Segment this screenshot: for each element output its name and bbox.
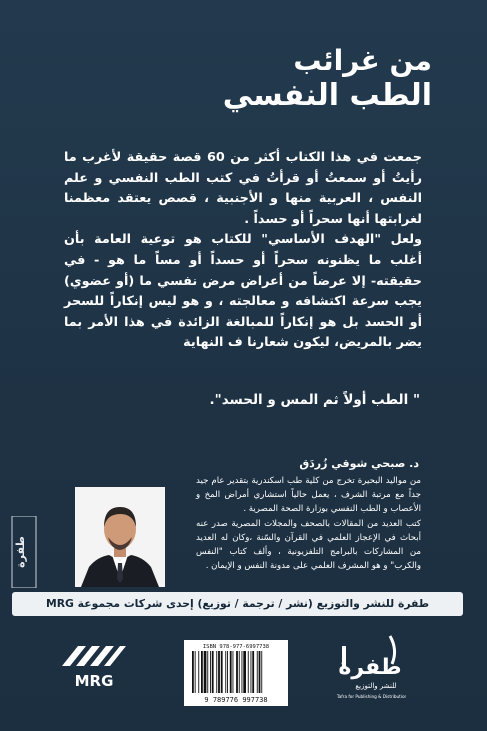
tafra-logo-subtitle: للنشر والتوزيع xyxy=(355,682,397,690)
barcode-bar xyxy=(252,651,254,693)
isbn-label: ISBN 978-977-6997738 xyxy=(202,644,270,650)
spine-logo-icon xyxy=(10,516,38,588)
book-blurb xyxy=(64,148,422,354)
author-bio xyxy=(196,474,421,573)
barcode-icon xyxy=(184,640,288,706)
bio-paragraph: كتب العديد من المقالات بالصحف والمجلات المصرية صدر عنه أبحاث في الإعجاز العلمي في القرآن والسّنة ،وكان له العديد من المشاركات بالبرامج التلفزيونية ، وألف كتاب "النفس والكرب" و هو المشرف العلمي على مدونة النفس و الإيمان . xyxy=(196,518,421,572)
barcode-bar xyxy=(212,651,214,693)
isbn-barcode xyxy=(184,640,288,706)
barcode-bar xyxy=(248,651,249,693)
tafra-logo-text: طفرة xyxy=(338,655,402,680)
blurb-paragraph: جمعت في هذا الكتاب أكثر من 60 قصة حقيقة لأغرب ما رأيتُ أو سمعتُ أو قرأتُ في كتب الطب النفسي و علم النفس ، العربية منها و الأجنبية ، قصص يعتقد معظمنا لغرابتها أنها سحراً أو حسداً . xyxy=(64,150,422,227)
tafra-logo-icon xyxy=(332,628,406,704)
barcode-bar xyxy=(230,651,232,693)
barcode-bar xyxy=(227,651,228,693)
barcode-bar xyxy=(233,651,234,693)
barcode-bar xyxy=(251,651,252,693)
spine-label: طفرة xyxy=(14,536,27,568)
barcode-bar xyxy=(221,651,223,693)
author-portrait-icon xyxy=(75,487,165,587)
barcode-bar xyxy=(225,651,226,693)
barcode-bar xyxy=(195,651,196,693)
barcode-bar xyxy=(259,651,261,693)
bio-paragraph: من مواليد البحيرة تخرج من كلية طب اسكندرية بتقدير عام جيد جداً مع مرتبة الشرف ، يعمل حالياً استشاري أمراض المخ و الأعصاب و الطب النفسي بوزارة الصحة المصرية . xyxy=(196,476,421,515)
title-line-1: من غرائب xyxy=(293,44,432,77)
barcode-bar xyxy=(218,651,220,693)
barcode-bar xyxy=(216,651,217,693)
barcode-bar xyxy=(236,651,238,693)
publisher-bar: طفرة للنشر والتوزيع (نشر / ترجمة / توزيع) إحدى شركات مجموعة MRG xyxy=(12,592,463,616)
mrg-logo-text: MRG xyxy=(74,672,114,690)
barcode-bar xyxy=(198,651,199,693)
barcode-bar xyxy=(239,651,240,693)
barcode-bar xyxy=(204,651,207,693)
mrg-logo-icon xyxy=(56,636,132,694)
barcode-bar xyxy=(210,651,211,693)
barcode-digits: 9 789776 997738 xyxy=(204,696,268,704)
barcode-bar xyxy=(192,651,194,693)
title-line-2: الطب النفسي xyxy=(222,78,432,114)
spine-logo xyxy=(10,516,38,588)
barcode-bar xyxy=(242,651,243,693)
tafra-logo-english: Tafra for Publishing & Distribution xyxy=(336,694,406,699)
barcode-bar xyxy=(201,651,203,693)
barcode-bar xyxy=(257,651,258,693)
author-photo xyxy=(75,487,165,587)
barcode-bar xyxy=(207,651,208,693)
barcode-bar xyxy=(261,651,262,693)
book-title xyxy=(60,44,432,115)
slogan-quote: " الطب أولاً ثم المس و الحسد". xyxy=(209,392,420,408)
barcode-bar xyxy=(243,651,246,693)
tafra-logo xyxy=(332,628,406,704)
mrg-logo xyxy=(56,636,132,694)
blurb-paragraph: ولعل "الهدف الأساسي" للكتاب هو توعية العامة بأن أغلب ما يظنونه سحراً أو حسداً أو مساً ما هو - في حقيقته- إلا عرضاً من أعراض مرض نفسي ما (أو عضوي) يجب سرعة اكتشافه و معالجته ، و هو ليس إنكاراً للسحر أو الحسد بل هو إنكاراً للمبالغة الزائدة في هذا الأمر بما يضر بالمريض، ليكون شعارنا ف النهاية xyxy=(64,232,422,351)
author-name: د. صبحي شوقي زُردَق xyxy=(299,457,419,470)
